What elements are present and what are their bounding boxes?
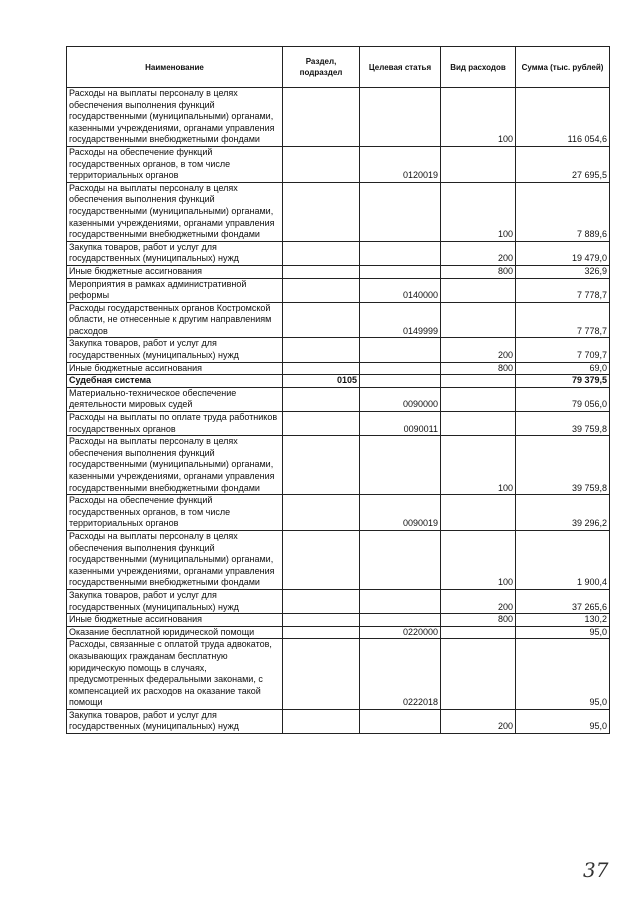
row-amount: 39 296,2 [516, 495, 610, 531]
row-section [283, 362, 360, 375]
row-section [283, 495, 360, 531]
row-target [360, 182, 441, 241]
row-target [360, 265, 441, 278]
table-row [67, 278, 610, 302]
row-name: Расходы на выплаты персоналу в целях обеспечения выполнения функций государственными (муниципальными) органами, казенными учреждениями, органами управления государственными внебюджетными фондами [67, 436, 283, 495]
row-amount: 7 778,7 [516, 302, 610, 338]
row-section [283, 302, 360, 338]
row-amount: 116 054,6 [516, 88, 610, 147]
row-type [441, 375, 516, 388]
table-row [67, 626, 610, 639]
table-row [67, 589, 610, 613]
row-amount: 7 889,6 [516, 182, 610, 241]
row-name: Иные бюджетные ассигнования [67, 362, 283, 375]
page-number: 37 [583, 858, 609, 882]
header-name: Наименование [67, 47, 283, 88]
row-section [283, 639, 360, 710]
row-name: Расходы на выплаты персоналу в целях обеспечения выполнения функций государственными (муниципальными) органами, казенными учреждениями, органами управления государственными внебюджетными фондами [67, 182, 283, 241]
row-type: 200 [441, 709, 516, 733]
row-amount: 27 695,5 [516, 146, 610, 182]
row-target [360, 88, 441, 147]
row-section [283, 241, 360, 265]
table-row [67, 302, 610, 338]
row-target: 0149999 [360, 302, 441, 338]
row-section [283, 709, 360, 733]
table-header-row [67, 47, 610, 88]
row-type: 800 [441, 614, 516, 627]
row-name: Судебная система [67, 375, 283, 388]
table-row [67, 338, 610, 362]
row-name: Закупка товаров, работ и услуг для государственных (муниципальных) нужд [67, 709, 283, 733]
row-section [283, 412, 360, 436]
row-amount: 7 778,7 [516, 278, 610, 302]
row-name: Расходы на выплаты персоналу в целях обеспечения выполнения функций государственными (муниципальными) органами, казенными учреждениями, органами управления государственными внебюджетными фондами [67, 88, 283, 147]
row-amount: 95,0 [516, 626, 610, 639]
row-section [283, 146, 360, 182]
row-name: Оказание бесплатной юридической помощи [67, 626, 283, 639]
row-section [283, 626, 360, 639]
row-type [441, 387, 516, 411]
table-row [67, 362, 610, 375]
row-amount: 7 709,7 [516, 338, 610, 362]
row-name: Иные бюджетные ассигнования [67, 614, 283, 627]
row-target [360, 362, 441, 375]
row-name: Мероприятия в рамках административной реформы [67, 278, 283, 302]
row-section [283, 278, 360, 302]
row-amount: 79 379,5 [516, 375, 610, 388]
row-type: 200 [441, 338, 516, 362]
table-row [67, 530, 610, 589]
row-target: 0222018 [360, 639, 441, 710]
table-row [67, 614, 610, 627]
row-name: Закупка товаров, работ и услуг для государственных (муниципальных) нужд [67, 338, 283, 362]
row-section [283, 338, 360, 362]
row-target [360, 338, 441, 362]
row-name: Закупка товаров, работ и услуг для государственных (муниципальных) нужд [67, 241, 283, 265]
table-row [67, 412, 610, 436]
row-section [283, 88, 360, 147]
row-target: 0090011 [360, 412, 441, 436]
row-target: 0220000 [360, 626, 441, 639]
row-type: 200 [441, 589, 516, 613]
row-amount: 95,0 [516, 639, 610, 710]
row-target [360, 436, 441, 495]
row-amount: 326,9 [516, 265, 610, 278]
row-amount: 39 759,8 [516, 436, 610, 495]
row-target [360, 375, 441, 388]
row-name: Материально-техническое обеспечение деятельности мировых судей [67, 387, 283, 411]
row-target: 0120019 [360, 146, 441, 182]
row-type: 200 [441, 241, 516, 265]
row-section [283, 265, 360, 278]
row-name: Расходы, связанные с оплатой труда адвокатов, оказывающих гражданам бесплатную юридическую помощь в случаях, предусмотренных федеральными законами, с компенсацией их расходов на оказание такой помощи [67, 639, 283, 710]
row-amount: 95,0 [516, 709, 610, 733]
row-type: 100 [441, 530, 516, 589]
row-target: 0090000 [360, 387, 441, 411]
row-name: Иные бюджетные ассигнования [67, 265, 283, 278]
row-target: 0090019 [360, 495, 441, 531]
row-target [360, 709, 441, 733]
row-name: Расходы на обеспечение функций государственных органов, в том числе территориальных органов [67, 495, 283, 531]
row-amount: 79 056,0 [516, 387, 610, 411]
header-amount: Сумма (тыс. рублей) [516, 47, 610, 88]
row-type: 100 [441, 88, 516, 147]
row-name: Расходы на обеспечение функций государственных органов, в том числе территориальных органов [67, 146, 283, 182]
table-row [67, 375, 610, 388]
table-row [67, 88, 610, 147]
row-type [441, 146, 516, 182]
table-body [67, 88, 610, 734]
row-type [441, 626, 516, 639]
table-row [67, 387, 610, 411]
row-amount: 37 265,6 [516, 589, 610, 613]
row-target: 0140000 [360, 278, 441, 302]
row-type: 100 [441, 182, 516, 241]
header-type: Вид расходов [441, 47, 516, 88]
row-section [283, 589, 360, 613]
row-type [441, 412, 516, 436]
table-row [67, 709, 610, 733]
table-row [67, 146, 610, 182]
row-section: 0105 [283, 375, 360, 388]
row-target [360, 530, 441, 589]
header-section: Раздел, подраздел [283, 47, 360, 88]
row-type [441, 302, 516, 338]
row-amount: 19 479,0 [516, 241, 610, 265]
row-type [441, 639, 516, 710]
row-section [283, 387, 360, 411]
table-row [67, 241, 610, 265]
row-type [441, 495, 516, 531]
row-section [283, 182, 360, 241]
row-amount: 39 759,8 [516, 412, 610, 436]
table-row [67, 182, 610, 241]
row-type: 100 [441, 436, 516, 495]
row-amount: 69,0 [516, 362, 610, 375]
row-amount: 130,2 [516, 614, 610, 627]
row-section [283, 614, 360, 627]
row-type [441, 278, 516, 302]
row-target [360, 614, 441, 627]
row-name: Закупка товаров, работ и услуг для государственных (муниципальных) нужд [67, 589, 283, 613]
table-row [67, 265, 610, 278]
budget-table [66, 46, 610, 734]
row-amount: 1 900,4 [516, 530, 610, 589]
row-section [283, 436, 360, 495]
row-target [360, 241, 441, 265]
row-name: Расходы на выплаты по оплате труда работников государственных органов [67, 412, 283, 436]
table-row [67, 436, 610, 495]
table-row [67, 495, 610, 531]
row-target [360, 589, 441, 613]
table-row [67, 639, 610, 710]
row-name: Расходы государственных органов Костромской области, не отнесенные к другим направлениям расходов [67, 302, 283, 338]
row-type: 800 [441, 265, 516, 278]
row-name: Расходы на выплаты персоналу в целях обеспечения выполнения функций государственными (муниципальными) органами, казенными учреждениями, органами управления государственными внебюджетными фондами [67, 530, 283, 589]
row-type: 800 [441, 362, 516, 375]
header-target: Целевая статья [360, 47, 441, 88]
row-section [283, 530, 360, 589]
